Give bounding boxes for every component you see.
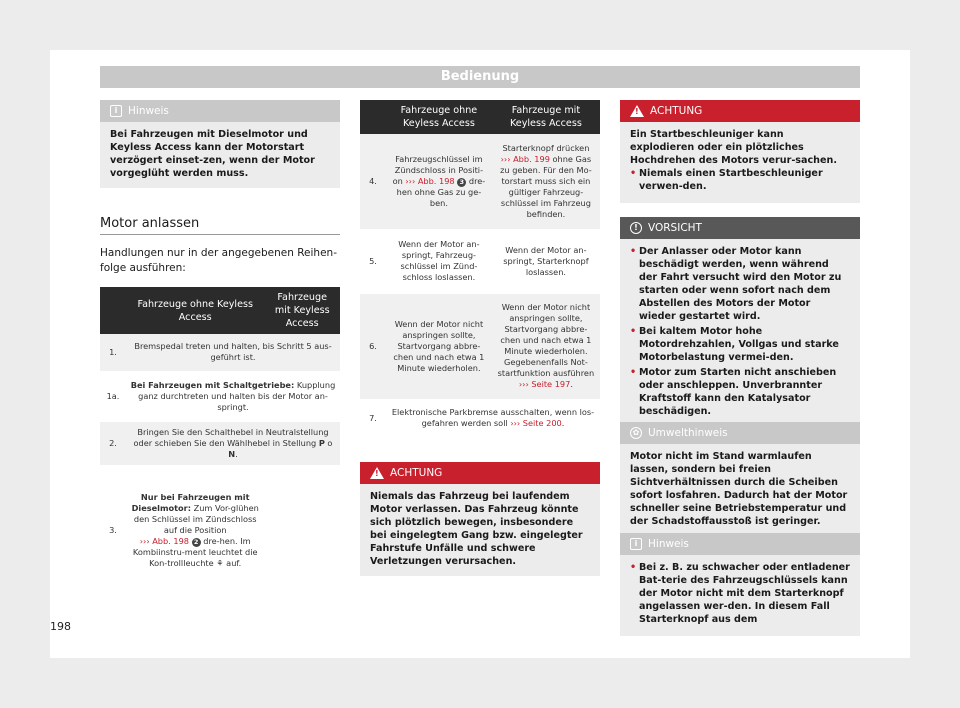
steps-table-left — [100, 287, 340, 596]
page-reference-link[interactable]: ››› Seite 197 — [518, 379, 571, 389]
step-text-without-keyless: Wenn der Motor nicht anspringen sollte, Startvorgang abbre-chen und nach etwa 1 Minute wiederholen. — [386, 292, 492, 400]
warning-list — [630, 167, 850, 193]
warning-box-text: Niemals das Fahrzeug bei laufendem Motor verlassen. Das Fahrzeug könnte sich plötzlich bewegen, insbesondere bei eingelegtem Gang bzw. eingelegter Fahrstufe Unfälle und schwere Verletzungen verursachen. — [370, 491, 583, 567]
step-number: 4. — [360, 134, 386, 230]
caution-box-header — [620, 217, 860, 239]
hint-box-title: Hinweis — [648, 538, 689, 550]
table-header-with-keyless: Fahrzeuge mit Keyless Access — [492, 100, 600, 134]
table-row — [100, 334, 340, 372]
step-text — [386, 400, 600, 436]
step-text-main: Fahrzeugschlüssel im Zündschloss in Positi-on — [392, 153, 484, 186]
leaf-icon: ✿ — [630, 427, 642, 439]
warning-triangle-icon — [630, 105, 644, 117]
step-number: 5. — [360, 230, 386, 292]
caution-box-body — [620, 239, 860, 428]
step-text-end: dre-hen ohne Gas zu ge-ben. — [396, 175, 486, 208]
step-text-end: . — [570, 379, 573, 389]
manual-page — [50, 50, 910, 658]
step-text-main: Elektronische Parkbremse ausschalten, wenn los-gefahren werden soll — [391, 407, 595, 428]
step-number: 7. — [360, 400, 386, 436]
warning-triangle-icon — [370, 467, 384, 479]
figure-callout-number: 2 — [192, 538, 201, 547]
environment-note-text: Motor nicht im Stand warmlaufen lassen, sondern bei freien Sichtverhältnissen durch die Scheiben sofort losfahren. Dadurch hat der Motor schneller seine Betriebstemperatur und der Schadstoffausstoß ist geringer. — [630, 451, 848, 527]
info-icon: i — [110, 105, 122, 117]
step-text-without-keyless — [126, 466, 264, 594]
table-row — [100, 420, 340, 466]
table-row — [100, 372, 340, 420]
warning-box-body — [620, 122, 860, 203]
step-text — [126, 420, 340, 466]
figure-reference-link[interactable]: ››› Abb. 198 — [405, 175, 455, 186]
section-intro: Handlungen nur in der angegebenen Reihen-folge ausführen: — [100, 247, 337, 274]
steps-table-right — [360, 100, 600, 438]
step-bold-label: Nur bei Fahrzeugen mit Dieselmotor: — [131, 491, 250, 513]
section-title: Motor anlassen — [100, 216, 200, 231]
step-text-end: ohne Gas zu geben. Für den Mo-torstart muss sich ein gültiger Fahrzeug-schlüssel im Fahrzeug befinden. — [500, 153, 592, 219]
hint-box-text: Bei Fahrzeugen mit Dieselmotor und Keyless Access kann der Motorstart verzögert einset-zen, wenn der Motor vorgeglüht werden muss. — [110, 129, 315, 179]
step-text-main: Starterknopf drücken — [502, 142, 590, 153]
warning-box — [360, 462, 600, 576]
step-text-or: o — [324, 437, 333, 448]
info-icon: i — [630, 538, 642, 550]
step-text-end: . — [235, 448, 238, 459]
gear-position-n: N — [228, 448, 236, 459]
step-number: 1. — [100, 334, 126, 372]
list-item: • Der Anlasser oder Motor kann beschädigt werden, wenn während der Fahrt versucht wird den Motor zu starten oder wenn sofort nach dem Abstellen des Motors der Motor wieder gestartet wird. — [630, 245, 850, 323]
table-header-num — [360, 100, 386, 134]
step-text-with-keyless — [492, 134, 600, 230]
table-header-without-keyless: Fahrzeuge ohne Keyless Access — [386, 100, 492, 134]
step-text-rest: Zum Vor-glühen den Schlüssel im Zündschloss auf die Position — [133, 502, 259, 535]
warning-box-header — [620, 100, 860, 122]
exclamation-icon: ! — [630, 222, 642, 234]
page-reference-link[interactable]: ››› Seite 200 — [510, 418, 562, 428]
hint-box-title: Hinweis — [128, 105, 169, 117]
figure-reference-link[interactable]: ››› Abb. 198 — [139, 535, 190, 546]
step-bold-label: Bei Fahrzeugen mit Schaltgetriebe: — [130, 379, 295, 390]
warning-box-header — [360, 462, 600, 484]
step-number: 6. — [360, 292, 386, 400]
gear-position-p: P — [318, 437, 325, 448]
page-number: 198 — [50, 620, 71, 633]
step-text-without-keyless: Wenn der Motor an-springt, Fahrzeug-schlüssel im Zünd-schloss loslassen. — [386, 230, 492, 292]
page-header: Bedienung — [100, 66, 860, 88]
hint-box-header — [620, 533, 860, 555]
list-item: • Niemals einen Startbeschleuniger verwen-den. — [630, 167, 850, 193]
step-text-end: . — [561, 418, 565, 428]
hint-box-header — [100, 100, 340, 122]
caution-box — [620, 217, 860, 428]
section-divider — [100, 234, 340, 235]
step-text-main: Bringen Sie den Schalthebel in Neutralstellung oder schieben Sie den Wählhebel in Stellung — [133, 426, 329, 448]
warning-box-text: Ein Startbeschleuniger kann explodieren oder ein plötzliches Hochdrehen des Motors verur-sachen. — [630, 129, 837, 166]
warning-box — [620, 100, 860, 203]
caution-list — [630, 245, 850, 418]
step-number: 1a. — [100, 372, 126, 420]
step-text — [126, 372, 340, 420]
table-header-with-keyless: Fahrzeuge mit Keyless Access — [264, 287, 340, 334]
warning-box-title: ACHTUNG — [650, 105, 703, 117]
step-text-end: dre-hen. Im Kombiinstru-ment leuchtet die Kon-trollleuchte ⚘ auf. — [132, 535, 258, 568]
hint-list — [630, 561, 850, 626]
list-item: • Motor zum Starten nicht anschieben oder anschleppen. Unverbrannter Kraftstoff kann den Katalysator beschädigen. — [630, 366, 850, 418]
hint-box — [100, 100, 340, 188]
step-text-with-keyless — [264, 466, 340, 594]
figure-reference-link[interactable]: ››› Abb. 199 — [500, 153, 550, 164]
table-header-num — [100, 287, 126, 334]
step-text-without-keyless — [386, 134, 492, 230]
table-row — [360, 400, 600, 436]
table-row — [360, 230, 600, 292]
caution-box-title: VORSICHT — [648, 222, 702, 234]
step-text-with-keyless — [492, 292, 600, 400]
step-text-with-keyless: Wenn der Motor an-springt, Starterknopf loslassen. — [492, 230, 600, 292]
step-text: Bremspedal treten und halten, bis Schritt 5 aus-geführt ist. — [126, 334, 340, 372]
step-text-main: Wenn der Motor nicht anspringen sollte, Startvorgang abbre-chen und nach etwa 1 Minute wiederholen. Gegebenenfalls Not-startfunktion ausführen — [497, 302, 595, 378]
table-row — [100, 466, 340, 594]
step-number: 3. — [100, 466, 126, 594]
environment-note-title: Umwelthinweis — [648, 427, 728, 439]
step-text-rest: Kupplung ganz durchtreten und halten bis der Motor an-springt. — [138, 379, 336, 412]
warning-box-title: ACHTUNG — [390, 467, 443, 479]
hint-box-body — [620, 555, 860, 636]
environment-note-header — [620, 422, 860, 444]
step-number: 2. — [100, 420, 126, 466]
list-item: • Bei z. B. zu schwacher oder entladener Bat-terie des Fahrzeugschlüssels kann der Motor nicht mit dem Starterknopf angelassen wer-den. In diesem Fall Starterknopf aus dem — [630, 561, 850, 626]
list-item: • Bei kaltem Motor hohe Motordrehzahlen, Vollgas und starke Motorbelastung vermei-den. — [630, 325, 850, 364]
hint-box — [620, 533, 860, 636]
table-header-without-keyless: Fahrzeuge ohne Keyless Access — [126, 287, 264, 334]
figure-callout-number: 3 — [457, 178, 466, 187]
table-row — [360, 134, 600, 230]
environment-note-box — [620, 422, 860, 536]
table-row — [360, 292, 600, 400]
